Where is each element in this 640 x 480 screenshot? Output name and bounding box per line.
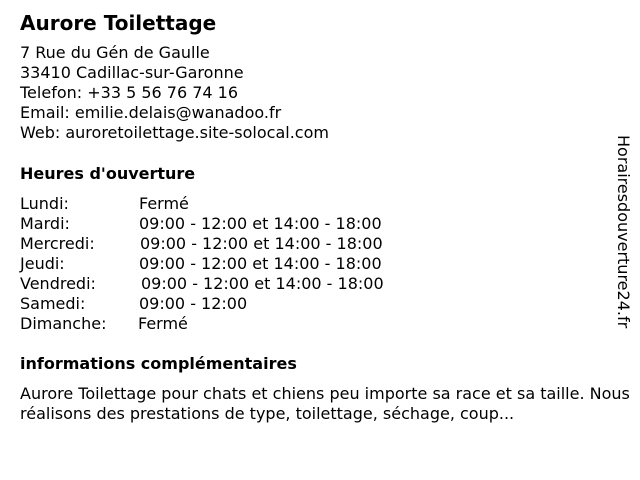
website: Web: auroretoilettage.site-solocal.com	[20, 123, 329, 142]
info-heading: informations complémentaires	[20, 354, 297, 373]
hours-value: Fermé	[138, 314, 188, 333]
business-name: Aurore Toilettage	[20, 11, 217, 35]
hours-day: Jeudi:	[20, 254, 65, 273]
site-watermark: Horairesdouverture24.fr	[614, 135, 633, 329]
address-city: 33410 Cadillac-sur-Garonne	[20, 63, 244, 82]
business-description: Aurore Toilettage pour chats et chiens peu importe sa race et sa taille. Nous réalisons des prestations de type, toilettage, séchage, coup...	[20, 384, 630, 423]
hours-value: 09:00 - 12:00 et 14:00 - 18:00	[140, 234, 383, 253]
hours-day: Mardi:	[20, 214, 70, 233]
hours-value: 09:00 - 12:00 et 14:00 - 18:00	[139, 254, 382, 273]
hours-heading: Heures d'ouverture	[20, 164, 196, 183]
hours-value: 09:00 - 12:00	[139, 294, 248, 313]
hours-day: Lundi:	[20, 194, 69, 213]
hours-day: Vendredi:	[20, 274, 96, 293]
hours-value: Fermé	[139, 194, 189, 213]
contact-block	[20, 43, 329, 143]
hours-day: Dimanche:	[20, 314, 107, 333]
hours-day: Mercredi:	[20, 234, 95, 253]
phone-number: Telefon: +33 5 56 76 74 16	[20, 83, 239, 102]
hours-day: Samedi:	[20, 294, 86, 313]
email-address: Email: emilie.delais@wanadoo.fr	[20, 103, 282, 122]
hours-value: 09:00 - 12:00 et 14:00 - 18:00	[139, 214, 382, 233]
address-street: 7 Rue du Gén de Gaulle	[20, 43, 210, 62]
hours-value: 09:00 - 12:00 et 14:00 - 18:00	[141, 274, 384, 293]
